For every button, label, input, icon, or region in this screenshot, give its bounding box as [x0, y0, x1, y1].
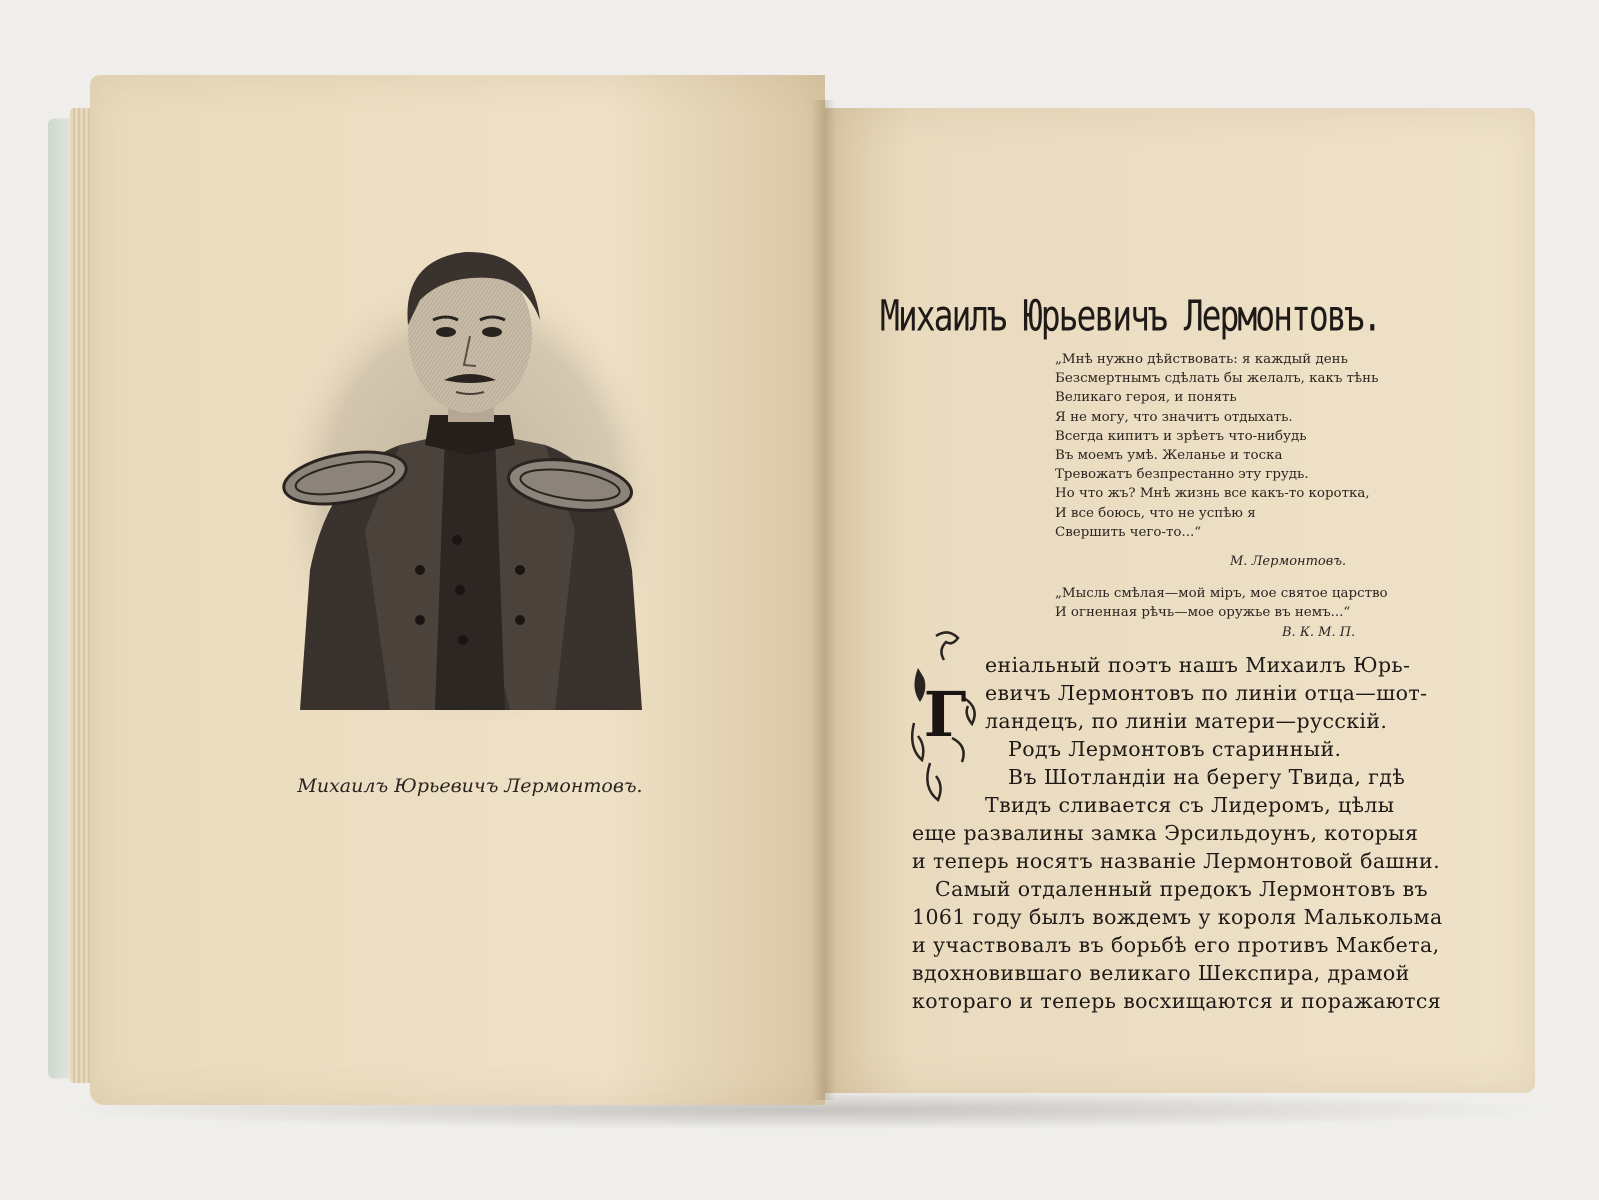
body-line: и теперь носятъ названіе Лермонтовой башни. [912, 849, 1440, 873]
epigraph-line: И огненная рѣчь—мое оружье въ немъ...“ [1055, 605, 1351, 621]
epigraph-line: Я не могу, что значитъ отдыхать. [1055, 409, 1293, 425]
epigraph-vkmp [1055, 584, 1515, 622]
body-line: ландецъ, по линіи матери—русскій. [985, 709, 1388, 733]
epigraph-line: Свершить чего-то...“ [1055, 524, 1202, 540]
chapter-title: Михаилъ Юрьевичъ Лермонтовъ. [880, 290, 1381, 341]
book-gutter [812, 100, 836, 1100]
portrait-engraving [270, 240, 670, 720]
body-line: и участвовалъ въ борьбѣ его противъ Макбета, [912, 933, 1440, 957]
body-line: вдохновившаго великаго Шекспира, драмой [912, 961, 1410, 985]
drop-cap-letter: Г [923, 678, 967, 751]
epigraph-line: „Мнѣ нужно дѣйствовать: я каждый день [1055, 352, 1348, 367]
body-line: еще развалины замка Эрсильдоунъ, которыя [912, 821, 1419, 845]
epigraph-signature: М. Лермонтовъ. [1230, 554, 1347, 569]
body-line: Твидъ сливается съ Лидеромъ, цѣлы [985, 793, 1395, 817]
epigraph-line: „Мысль смѣлая—мой міръ, мое святое царство [1055, 586, 1388, 601]
portrait-image [270, 240, 670, 720]
epigraph-line: Въ моемъ умѣ. Желанье и тоска [1055, 448, 1283, 464]
epigraph-lermontov [1055, 350, 1515, 542]
epigraph-line: Всегда кипитъ и зрѣетъ что-нибудь [1055, 428, 1307, 444]
epigraph-line: Тревожатъ безпрестанно эту грудь. [1055, 467, 1309, 483]
drop-cap-ornament [908, 628, 982, 806]
epigraph-line: Безсмертнымъ сдѣлать бы желалъ, какъ тѣнь [1055, 371, 1379, 387]
epigraph-line: Великаго героя, и понять [1055, 390, 1237, 406]
body-line: 1061 году былъ вождемъ у короля Малькольма [912, 905, 1443, 929]
body-line: еніальный поэтъ нашъ Михаилъ Юрь- [985, 653, 1411, 677]
portrait-caption: Михаилъ Юрьевичъ Лермонтовъ. [297, 775, 643, 797]
body-line: котораго и теперь восхищаются и поражаются [912, 989, 1442, 1013]
epigraph-line: Но что жъ? Мнѣ жизнь все какъ-то коротка, [1055, 486, 1370, 502]
ornamental-drop-cap [908, 628, 982, 806]
body-line: Самый отдаленный предокъ Лермонтовъ въ [935, 877, 1428, 901]
epigraph-line: И все боюсь, что не успѣю я [1055, 505, 1256, 521]
body-line: Родъ Лермонтовъ старинный. [1008, 737, 1342, 761]
epigraph-signature: В. К. М. П. [1282, 625, 1356, 640]
body-line: евичъ Лермонтовъ по линіи отца—шот- [985, 681, 1428, 705]
body-line: Въ Шотландіи на берегу Твида, гдѣ [1008, 765, 1406, 789]
